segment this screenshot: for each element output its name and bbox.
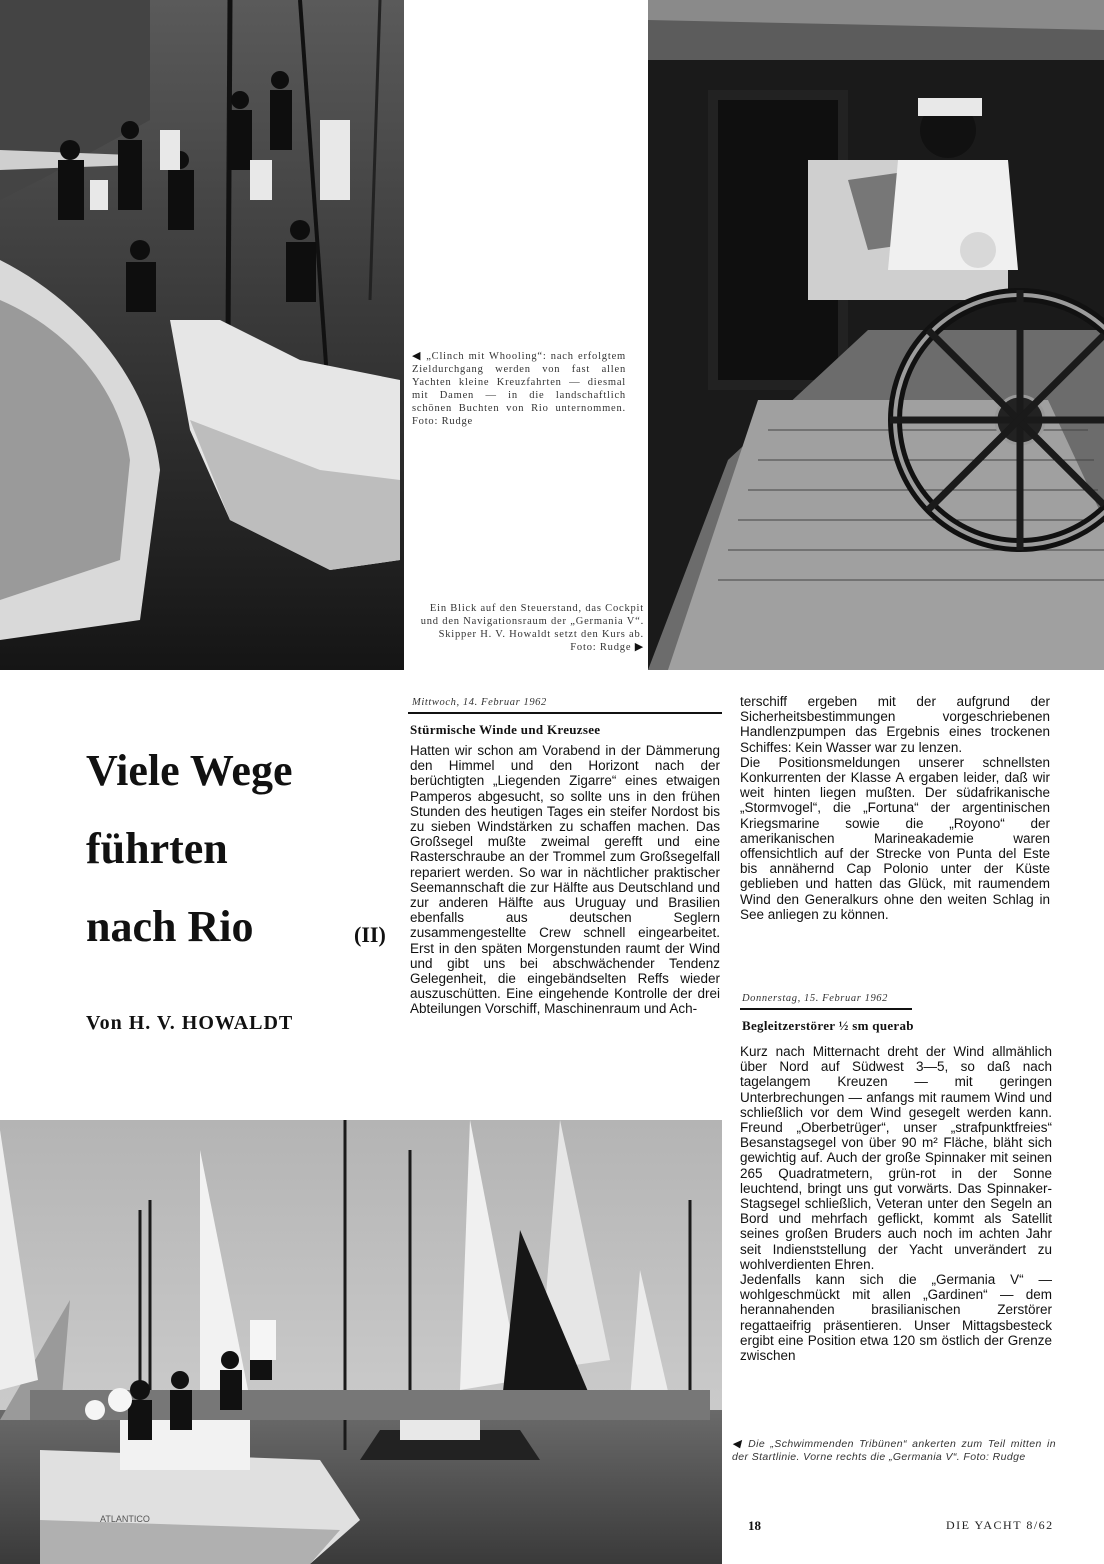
headline-line-1: Viele Wege (86, 746, 293, 795)
section1-title: Stürmische Winde und Kreuzsee (410, 722, 601, 737)
section1-rule (408, 712, 722, 714)
caption-top-right (410, 602, 644, 654)
caption-arrow-right-icon: ▶ (634, 641, 644, 653)
caption-top-left-text: „Clinch mit Whooling“: nach erfolgtem Zieldurchgang werden von fast allen Yachten kleine Kreuzfahrten — diesmal mit Damen — in die landschaftlich schönen Buchten von Rio unternommen. Foto: Rudge (412, 351, 626, 427)
photo-helm-navigation (648, 0, 1104, 670)
section1-text: Hatten wir schon am Vorabend in der Dämmerung den Himmel und den Horizont nach der berüchtigten „Liegenden Zigarre“ eines etwaigen Pamperos abgesucht, so sollte uns in den frühen Stunden des heutigen Tages ein steifer Nordost bis zu sieben Windstärken zu schaffen machen. Das Großsegel mußte zweimal gerefft und eine Rasterschraube an der Trommel zum Großsegelfall repariert werden. So war in nächtlicher praktischer Seemannschaft die zur Hälfte aus Deutschland und zur anderen Hälfte aus Uruguay und Brasilien ebenfalls aus deutschen Seglern zusammengestellte Crew schnell eingearbeitet. Erst in den späten Morgenstunden raumt der Wind und gibt uns bei abschwächender Tendenz Gelegenheit, die eingebändselten Reffs wieder auszuschütten. Eine eingehende Kontrolle der drei Abteilungen Vorschiff, Maschinenraum und Ach- (410, 743, 720, 1017)
page-number: 18 (748, 1518, 761, 1533)
section2-date: Donnerstag, 15. Februar 1962 (742, 993, 889, 1004)
headline-part: (II) (354, 922, 386, 947)
section1-continued-text: terschiff ergeben mit der aufgrund der Sicherheitsbestimmungen vorgeschriebenen Handlenzpumpen das Ergebnis eines trockenen Schiffes: Kein Wasser war zu lenzen. Die Positionsmeldungen unserer schnellsten Konkurrenten der Klasse A ergaben leider, daß wir weit hinten liegen mußten. Der südafrikanische „Stormvogel“, die „Fortuna“ der argentinischen Kriegsmarine sowie die „Royono“ der amerikanischen Marineakademie waren offensichtlich auf der Strecke von Punta del Este bis annähernd Cap Polonio unter der Küste geblieben und hatten das Glück, mit raumendem Wind den Generalkurs ohne den weiten Schlag in See anliegen zu können. (740, 694, 1050, 922)
headline-line-2: führten (86, 824, 228, 873)
section1-date: Mittwoch, 14. Februar 1962 (412, 697, 547, 708)
publication-name: DIE YACHT 8/62 (946, 1518, 1054, 1532)
headline-line-3: nach Rio (86, 902, 254, 951)
section2-text: Kurz nach Mitternacht dreht der Wind allmählich über Nord auf Südwest 3—5, so daß nach tagelangem Kreuzen — mit geringen Unterbrechungen — anfangs mit raumem Wind und schließlich vor dem Wind gesegelt werden kann. Freund „Oberbetrüger“, unser „strafpunktfreies“ Besanstagsegel von über 90 m² Fläche, bläht sich gewichtig auf. Auch der große Spinnaker mit seinen 265 Quadratmetern, grün-rot in der Sonne leuchtend, bringt uns gut vorwärts. Das Spinnaker-Stagsegel schließlich, Veteran unter den Segeln an Bord und mehrfach geflickt, kommt als Satellit seines großen Bruders auch noch im achten Jahr seit Indienststellung der Yacht unverändert zu wohlverdienten Ehren. Jedenfalls kann sich die „Germania V“ — wohlgeschmückt mit allen „Gardinen“ — dem herannahenden brasilianischen Zerstörer regattaeifrig präsentieren. Unser Mittagsbesteck ergibt eine Position etwa 120 sm östlich der Grenze zwischen (740, 1044, 1052, 1364)
section2-rule (740, 1008, 912, 1010)
caption-top-left (412, 350, 626, 428)
byline: Von H. V. HOWALDT (86, 1012, 294, 1034)
caption-bottom-arrow-icon: ◀ (732, 1438, 743, 1450)
caption-bottom-text: Die „Schwimmenden Tribünen“ ankerten zum Teil mitten in der Startlinie. Vorne rechts die „Germania V“. Foto: Rudge (732, 1438, 1056, 1463)
caption-top-right-text: Ein Blick auf den Steuerstand, das Cockpit und den Navigationsraum der „Germania V“. Skipper H. V. Howaldt setzt den Kurs ab. Foto: Rudge (420, 603, 644, 653)
photo-moored-yachts (0, 0, 404, 670)
section2-title: Begleitzerstörer ½ sm querab (742, 1018, 914, 1033)
photo-spectator-boats (0, 1120, 722, 1564)
caption-bottom (732, 1438, 1056, 1464)
caption-arrow-left-icon: ◀ (412, 350, 423, 362)
boat-name-text: ATLANTICO (100, 1514, 150, 1524)
